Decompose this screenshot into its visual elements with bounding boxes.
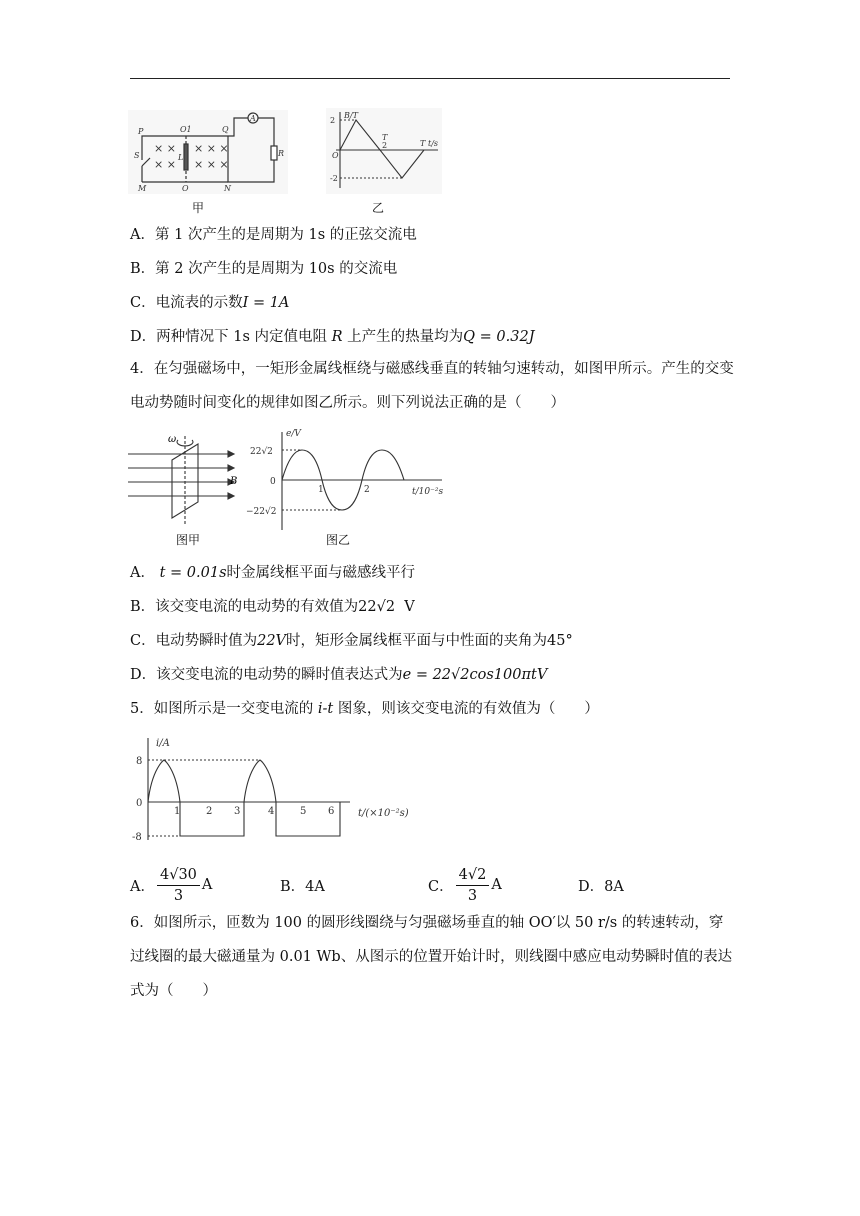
label-M: M [138, 184, 147, 193]
q4-yi-top: 22√2 [250, 447, 273, 457]
q4-yi-zero: 0 [270, 477, 276, 487]
q4-option-b: B．该交变电流的电动势的有效值为22√2 V [130, 599, 415, 615]
yi-xlabel: t/s [428, 139, 439, 148]
yi-T: T [420, 139, 426, 148]
yi-tick-top: 2 [330, 116, 336, 125]
q5-y0: 0 [136, 798, 143, 809]
figure-q4-yi-emf-graph [246, 426, 446, 534]
q4-option-d: D．该交变电流的电动势的瞬时值表达式为e = 22√2cos100πtV [130, 667, 548, 683]
label-Q: Q [222, 125, 229, 134]
label-O1: O1 [180, 125, 192, 134]
q6-stem: 6．如图所示，匝数为 100 的圆形线圈绕与匀强磁场垂直的轴 OO′以 50 r/s 的转速转动，穿过线圈的最大磁通量为 0.01 Wb、从图示的位置开始计时，则线圈中感应电动势瞬时值的表达式为（ ） [130, 915, 733, 999]
svg-text:× ×: × × [154, 142, 176, 155]
label-A: A [250, 114, 256, 123]
caption-yi: 乙 [372, 201, 385, 215]
yi-tick-bottom: -2 [330, 174, 338, 183]
caption-jia: 甲 [192, 201, 205, 215]
yi-origin: O [332, 151, 339, 160]
figure-q4-jia-loop [128, 432, 248, 527]
q5-tick-5: 5 [300, 806, 307, 817]
q4-yi-ylabel: e/V [286, 429, 301, 439]
q4-yi-xlabel: t/10⁻²s [412, 487, 444, 497]
q5-tick-6: 6 [328, 806, 335, 817]
q5-y8: 8 [136, 756, 143, 767]
q3-option-b: B．第 2 次产生的是周期为 10s 的交流电 [130, 261, 398, 277]
q5-option-a: A． $\frac{4√30}{3}$ A [130, 866, 213, 904]
figure-q5-i-t-graph [130, 732, 420, 842]
label-R: R [278, 149, 285, 158]
label-N: N [224, 184, 231, 193]
caption-q4-jia: 图甲 [176, 533, 201, 547]
q3-c-formula: I = 1A [242, 295, 290, 311]
q3-option-c: C．电流表的示数I = 1A [130, 295, 290, 311]
yi-half-2: 2 [382, 141, 388, 150]
yi-half-T: T [382, 133, 388, 142]
figure-yi-b-t-graph [326, 108, 442, 194]
q5-option-d: D．8A [578, 878, 624, 895]
q5-xlabel: t/(×10⁻²s) [358, 808, 409, 819]
header-rule [130, 78, 730, 79]
label-L: L [178, 153, 184, 162]
yi-ylabel: B/T [344, 111, 358, 120]
label-O: O [182, 184, 189, 193]
q5-tick-4: 4 [268, 806, 275, 817]
q5-tick-1: 1 [174, 806, 181, 817]
figure-jia-circuit [128, 110, 288, 194]
q4-option-a: A． t = 0.01s时金属线框平面与磁感线平行 [130, 565, 416, 581]
q4-yi-t2: 2 [364, 485, 370, 495]
q5-option-c: C． $\frac{4√2}{3}$ A [428, 866, 502, 904]
q5-tick-3: 3 [234, 806, 241, 817]
svg-text:× × ×: × × × [194, 142, 229, 155]
caption-q4-yi: 图乙 [326, 533, 351, 547]
svg-text:× × ×: × × × [194, 158, 229, 171]
q5-option-b: B．4A [280, 878, 325, 895]
q4-stem: 4．在匀强磁场中，一矩形金属线框绕与磁感线垂直的转轴匀速转动，如图甲所示。产生的交变电动势随时间变化的规律如图乙所示。则下列说法正确的是（ ） [130, 361, 734, 411]
q5-yneg8: -8 [132, 832, 142, 842]
q3-option-a: A．第 1 次产生的是周期为 1s 的正弦交流电 [130, 227, 417, 243]
q4-yi-bottom: −22√2 [246, 507, 277, 517]
q5-tick-2: 2 [206, 806, 213, 817]
q3-option-d: D．两种情况下 1s 内定值电阻 R 上产生的热量均为Q = 0.32J [130, 329, 535, 345]
label-P: P [138, 127, 144, 136]
q4-jia-B: B [230, 476, 238, 487]
q5-options [130, 860, 734, 910]
label-S: S [134, 151, 140, 160]
q5-stem: 5．如图所示是一交变电流的 i-t 图象，则该交变电流的有效值为（ ） [130, 701, 599, 717]
svg-text:× ×: × × [154, 158, 176, 171]
q5-ylabel: i/A [156, 738, 170, 749]
q3-d-formula: Q = 0.32J [463, 329, 535, 345]
q4-jia-omega: ω [168, 434, 177, 445]
q4-yi-t1: 1 [318, 485, 324, 495]
q4-option-c: C．电动势瞬时值为22V时，矩形金属线框平面与中性面的夹角为45° [130, 633, 573, 649]
